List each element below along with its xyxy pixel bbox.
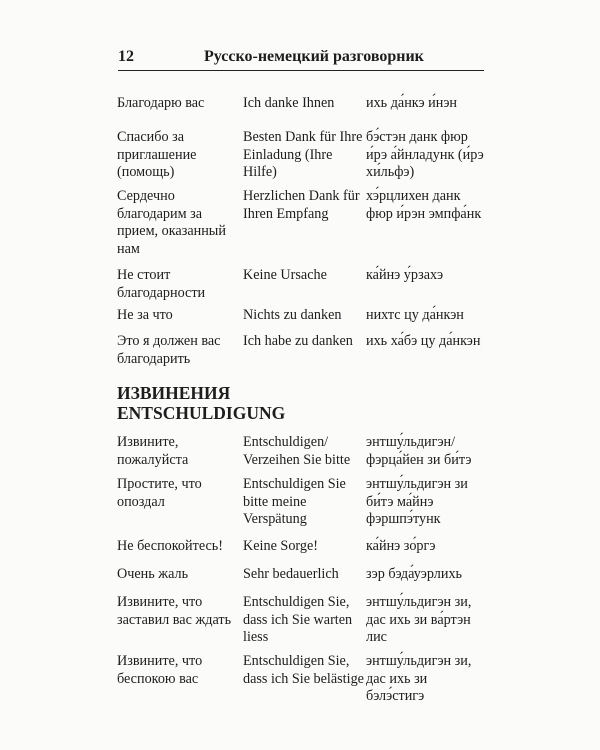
running-header — [118, 46, 484, 71]
phrase-row — [117, 653, 489, 709]
russian-phrase: Извините, пожалуйста — [117, 434, 189, 468]
russian-phrase: Это я должен вас благодарить — [117, 333, 221, 367]
russian-phrase: Не за что — [117, 307, 173, 323]
german-phrase: Besten Dank für Ihre Einladung (Ihre Hilfe) — [243, 129, 363, 180]
russian-phrase: Не беспокойтесь! — [117, 538, 223, 554]
german-phrase: Entschuldigen Sie bitte meine Verspätung — [243, 476, 346, 527]
phrase-row — [117, 188, 489, 267]
transcription: бэ́стэн данк фюр и́рэ а́йнладунк (и́рэ хи́льфэ) — [366, 129, 484, 180]
phrase-row — [117, 434, 489, 476]
transcription: ка́йнэ у́рзахэ — [366, 267, 444, 283]
transcription: энтшу́льдигэн зи, дас ихь зи бэлэ́стигэ — [366, 653, 472, 704]
transcription: энтшу́льдигэн зи, дас ихь зи ва́ртэн лис — [366, 594, 472, 645]
transcription: ка́йнэ зо́ргэ — [366, 538, 436, 554]
phrase-row — [117, 476, 489, 538]
phrase-row — [117, 594, 489, 653]
german-phrase: Nichts zu danken — [243, 307, 342, 323]
german-phrase: Entschuldigen/ Verzeihen Sie bitte — [243, 434, 351, 468]
phrase-row — [117, 333, 489, 369]
transcription: ихь ха́бэ цу да́нкэн — [366, 333, 481, 349]
section-heading-german: ENTSCHULDIGUNG — [117, 403, 286, 423]
transcription: ихь да́нкэ и́нэн — [366, 95, 458, 111]
phrase-row — [117, 538, 489, 566]
german-phrase: Entschuldigen Sie, dass ich Sie warten liess — [243, 594, 353, 645]
german-phrase: Ich habe zu danken — [243, 333, 353, 349]
russian-phrase: Очень жаль — [117, 566, 189, 582]
german-phrase: Entschuldigen Sie, dass ich Sie belästige — [243, 653, 364, 687]
thanks-phrase-table — [117, 95, 489, 369]
phrase-row — [117, 566, 489, 594]
russian-phrase: Простите, что опоздал — [117, 476, 202, 510]
german-phrase: Keine Ursache — [243, 267, 327, 283]
german-phrase: Ich danke Ihnen — [243, 95, 335, 111]
russian-phrase: Не стоит благодарности — [117, 267, 206, 301]
transcription: энтшу́льдигэн зи би́тэ ма́йнэ фэршпэ́тунк — [366, 476, 468, 527]
russian-phrase: Сердечно благодарим за прием, оказанный нам — [117, 188, 226, 257]
transcription: нихтс цу да́нкэн — [366, 307, 464, 323]
german-phrase: Herzlichen Dank für Ihren Empfang — [243, 188, 360, 222]
phrase-row — [117, 95, 489, 129]
russian-phrase: Спасибо за приглашение (помощь) — [117, 129, 197, 180]
phrase-row — [117, 267, 489, 307]
section-heading-russian: ИЗВИНЕНИЯ — [117, 383, 231, 403]
apology-phrase-table — [117, 434, 489, 709]
section-heading — [117, 383, 285, 423]
russian-phrase: Благодарю вас — [117, 95, 205, 111]
phrase-row — [117, 307, 489, 333]
page-number: 12 — [118, 48, 134, 65]
phrase-row — [117, 129, 489, 188]
running-title: Русско-немецкий разговорник — [204, 48, 424, 65]
transcription: хэ́рцлихен данк фюр и́рэн эмпфа́нк — [366, 188, 482, 222]
german-phrase: Keine Sorge! — [243, 538, 318, 554]
transcription: зэр бэда́уэрлихь — [366, 566, 463, 582]
russian-phrase: Извините, что беспокою вас — [117, 653, 203, 687]
german-phrase: Sehr bedauerlich — [243, 566, 339, 582]
transcription: энтшу́льдигэн/ фэрца́йен зи би́тэ — [366, 434, 472, 468]
russian-phrase: Извините, что заставил вас ждать — [117, 594, 232, 628]
